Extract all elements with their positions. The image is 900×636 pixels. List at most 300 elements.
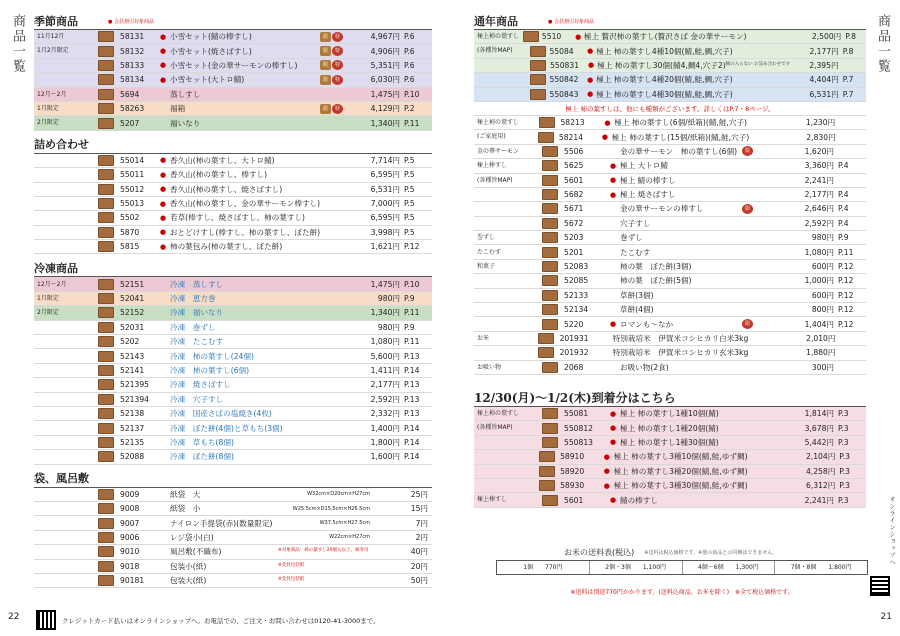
product-extra: 鯖の入らない お詰め合わせです: [725, 62, 791, 68]
product-code: 58214: [558, 132, 584, 142]
product-row[interactable]: [474, 130, 866, 144]
product-photo-icon: [542, 175, 558, 186]
product-photo-icon: [98, 118, 114, 129]
product-row[interactable]: [474, 217, 866, 231]
product-code: 58920: [560, 466, 585, 476]
row-label: 2月限定: [37, 309, 59, 317]
product-price: 1,600円: [370, 452, 400, 462]
shipping-table: [496, 546, 868, 596]
product-row[interactable]: [34, 516, 432, 530]
page-ref: P.5: [404, 184, 415, 194]
product-photo-icon: [98, 351, 114, 362]
product-row[interactable]: [474, 317, 866, 331]
product-code: 52141: [120, 366, 145, 375]
product-photo-icon: [98, 423, 114, 434]
product-code: 55084: [549, 46, 574, 56]
frozen-list: [34, 277, 432, 464]
product-code: 5601: [564, 175, 584, 185]
product-row[interactable]: [474, 407, 866, 421]
shipping-title: お米の送料表(税込): [564, 547, 635, 557]
product-price: 4,404円: [809, 75, 839, 85]
product-row[interactable]: [474, 479, 866, 493]
badge-icon: 特: [332, 104, 343, 114]
product-code: 52134: [564, 305, 589, 315]
product-row[interactable]: [34, 73, 432, 87]
product-row[interactable]: [34, 226, 432, 240]
product-name: 包装小(紙): [170, 561, 207, 571]
page-ref: P.3: [839, 452, 850, 462]
product-price: 3,678円: [804, 423, 834, 433]
product-price: 3,360円: [804, 161, 834, 171]
member-dot: ●: [609, 496, 617, 505]
badge-icon: 特: [332, 46, 343, 56]
product-row[interactable]: [474, 202, 866, 216]
product-name: 極上 柿の葉すし30個(鯖4,鯛4,穴子2): [597, 60, 726, 70]
product-row[interactable]: [34, 277, 432, 291]
shipping-sub: ※送料は税込価格です。※他の商品との同梱はできません。: [644, 549, 778, 556]
row-label: (各種旨MAP): [477, 424, 513, 432]
left-column: [34, 14, 432, 588]
product-row[interactable]: [34, 30, 432, 44]
product-row[interactable]: [34, 531, 432, 545]
product-code: 52031: [120, 322, 145, 332]
product-row[interactable]: [474, 303, 866, 317]
member-dot: ●: [603, 481, 610, 490]
product-name: 金の華サーモンの棒すし: [620, 204, 704, 214]
product-code: 9010: [120, 547, 140, 557]
page-ref: P.9: [404, 294, 415, 304]
product-name: 極上 柿の葉すし3種30個(鯖,鮭,ゆず鯛): [613, 481, 748, 491]
product-row[interactable]: [34, 183, 432, 197]
product-code: 5502: [120, 213, 140, 223]
page-ref: P.3: [838, 409, 849, 419]
qr-code-right-icon[interactable]: [870, 576, 890, 596]
product-name: 紙袋 小: [170, 504, 201, 514]
badge-icon: 限: [320, 60, 331, 70]
product-name: 紙袋 大: [170, 489, 201, 499]
product-name: 冷凍 福いなり: [170, 308, 224, 318]
product-name: 草餅(4個): [620, 305, 654, 315]
product-photo-icon: [542, 423, 558, 434]
member-dot: ●: [587, 61, 595, 70]
page-ref: P.4: [838, 204, 849, 214]
product-price: 7,000円: [370, 199, 401, 209]
product-photo-icon: [98, 489, 114, 500]
row-label: 極上柿の葉すし: [477, 119, 520, 127]
product-price: 600円: [811, 290, 834, 300]
product-photo-icon: [542, 290, 558, 301]
product-name: 冷凍 焼さばすし: [170, 380, 231, 390]
product-row[interactable]: [34, 116, 432, 130]
product-price: 980円: [811, 233, 834, 243]
product-row[interactable]: [34, 502, 432, 516]
product-price: 2,592円: [370, 394, 400, 404]
product-price: 2,592円: [804, 218, 834, 228]
member-dot: ●: [159, 61, 167, 70]
product-name: 香久山(柿の葉すし、大トロ鯖): [170, 155, 275, 165]
product-code: 52133: [564, 290, 589, 300]
product-price: 6,312円: [805, 481, 836, 491]
product-price: 6,531円: [809, 89, 839, 99]
newyear-list: [474, 407, 866, 508]
product-row[interactable]: [474, 59, 866, 73]
product-price: 20円: [410, 561, 428, 571]
product-code: 9007: [120, 518, 140, 528]
page-ref: P.10: [404, 279, 420, 289]
product-code: 58263: [120, 104, 145, 114]
product-price: 2,104円: [805, 452, 836, 462]
section-title-newyear: 12/30(月)～1/2(木)到着分はこちら: [474, 387, 866, 407]
page-ref: P.8: [845, 32, 856, 42]
product-row[interactable]: [34, 168, 432, 182]
product-photo-icon: [530, 74, 546, 85]
product-row[interactable]: [34, 321, 432, 335]
product-photo-icon: [542, 203, 558, 214]
product-price: 5,351円: [370, 60, 400, 70]
product-code: 55013: [119, 199, 145, 209]
product-photo-icon: [539, 451, 555, 462]
page-ref: P.4: [838, 161, 849, 171]
product-photo-icon: [98, 89, 114, 100]
badge-icon: 限: [742, 319, 753, 329]
product-name: 冷凍 巻ずし: [170, 322, 216, 332]
product-code: 5870: [119, 227, 140, 237]
product-name: 福箱: [170, 104, 186, 114]
product-name: 福いなり: [170, 118, 201, 128]
row-label: 極上棒すし: [477, 496, 508, 504]
right-column: [474, 14, 866, 508]
member-dot: ●: [159, 75, 167, 84]
product-name: 冷凍 蒸しすし: [170, 279, 224, 289]
product-code: 52137: [120, 423, 145, 433]
product-price: 6,030円: [370, 75, 400, 85]
bag-size: W22cm×H27cm: [329, 534, 370, 541]
row-label: 1月2月限定: [37, 47, 69, 55]
product-photo-icon: [538, 333, 554, 344]
product-name: 極上 柿の葉すし4種20個(鯖,鮭,鯛,穴子): [596, 75, 733, 85]
product-photo-icon: [542, 218, 558, 229]
page-ref: P.3: [839, 466, 850, 476]
member-dot: ●: [609, 176, 617, 185]
product-code: 550831: [550, 60, 580, 70]
product-row[interactable]: [474, 231, 866, 245]
product-photo-icon: [98, 103, 114, 114]
product-name: 蒸しすし: [170, 89, 201, 99]
product-price: 2円: [415, 532, 428, 542]
product-row[interactable]: [474, 145, 866, 159]
product-row[interactable]: [474, 159, 866, 173]
product-price: 1,411円: [370, 366, 400, 375]
product-price: 300円: [811, 362, 834, 372]
product-name: 冷凍 国産さばの塩焼き(4枚): [170, 409, 272, 419]
product-name: 極上 柿の葉すし3種10個(鯖,鮭,ゆず鯛): [613, 452, 748, 462]
product-name: 巻ずし: [620, 233, 643, 243]
product-row[interactable]: [34, 436, 432, 450]
product-row[interactable]: [34, 197, 432, 211]
member-dot: ●: [159, 156, 167, 165]
product-name: 極上 柿の葉すし1種20個(鯖): [620, 423, 719, 433]
product-name: 冷凍 ぼた餅(4個)と草もち(3個): [170, 423, 283, 433]
badge-icon: 特: [332, 32, 343, 42]
regular-notice: 極上 柿の葉すしは、他にも種類がございます。詳しくはP.7・8ページ。: [474, 102, 866, 116]
product-row[interactable]: [474, 88, 866, 102]
product-row[interactable]: [34, 240, 432, 254]
product-row[interactable]: [474, 73, 866, 87]
product-row[interactable]: [34, 102, 432, 116]
product-code: 5601: [564, 495, 584, 505]
product-code: 201931: [559, 334, 589, 343]
member-dot: ●: [159, 47, 167, 56]
qr-code-icon[interactable]: [36, 610, 56, 630]
product-photo-icon: [98, 60, 114, 71]
product-code: 52135: [120, 437, 145, 447]
product-row[interactable]: [34, 306, 432, 320]
product-photo-icon: [98, 575, 114, 586]
product-price: 4,129円: [370, 104, 400, 114]
badge-icon: 限: [320, 46, 331, 56]
product-row[interactable]: [474, 44, 866, 58]
product-photo-icon: [98, 518, 114, 529]
page-ref: P.9: [838, 233, 849, 243]
product-row[interactable]: [34, 545, 432, 559]
product-photo-icon: [542, 304, 558, 315]
product-price: 1,814円: [804, 409, 834, 419]
badge-icon: 特: [332, 60, 343, 70]
row-label: お米: [477, 334, 490, 342]
product-name: 草餅(3個): [620, 290, 654, 300]
bag-note: ※金封包装紙: [278, 562, 305, 568]
product-photo-icon: [542, 275, 558, 286]
product-row[interactable]: [474, 30, 866, 44]
product-price: 2,177円: [809, 46, 839, 56]
product-name: 極上 柿の葉すし(15個/紙箱)(鯖,鮭,穴子): [611, 132, 750, 142]
badge-icon: 限: [320, 75, 331, 85]
product-price: 1,475円: [370, 279, 400, 289]
page-ref: P.13: [404, 409, 420, 419]
shipping-cell: 2個・3個 1,100円: [590, 561, 683, 574]
product-row[interactable]: [34, 335, 432, 349]
product-photo-icon: [98, 408, 114, 419]
product-name: 極上 柿の葉すし4種30個(鯖,鮭,鯛,穴子): [596, 89, 733, 99]
row-label: 11月12月: [37, 33, 65, 41]
member-dot: ●: [604, 118, 611, 127]
product-price: 1,080円: [804, 247, 834, 257]
product-photo-icon: [542, 437, 558, 448]
product-row[interactable]: [34, 574, 432, 588]
member-dot: ●: [159, 199, 166, 208]
product-code: 58213: [560, 118, 585, 128]
product-name: 鯖の棒すし: [620, 495, 658, 505]
product-name: 金の華サーモン 柿の葉すし(6個): [620, 146, 738, 156]
product-row[interactable]: [474, 450, 866, 464]
product-name: 香久山(柿の葉すし、金の華サーモン棒すし): [169, 199, 321, 209]
product-price: 1,340円: [370, 118, 400, 128]
product-code: 521395: [120, 380, 149, 390]
product-code: 55012: [120, 184, 145, 194]
product-row[interactable]: [474, 260, 866, 274]
page-ref: P.14: [404, 452, 420, 462]
product-price: 1,404円: [804, 319, 834, 329]
product-code: 9018: [120, 561, 140, 571]
bag-note: ※対象商品：柿の葉すし20個入以上、柿寿司: [278, 548, 369, 554]
product-code: 5625: [564, 161, 584, 171]
product-name: 冷凍 恵方巻: [170, 294, 216, 304]
product-name: 冷凍 たこむす: [170, 337, 224, 347]
product-name: 極上 大トロ鯖: [620, 161, 668, 171]
product-code: 52152: [120, 308, 145, 318]
product-photo-icon: [542, 408, 558, 419]
product-row[interactable]: [474, 436, 866, 450]
product-row[interactable]: [474, 421, 866, 435]
footer: [36, 610, 380, 630]
section-title-regular: 通年商品 ● 会員割引対象商品: [474, 14, 866, 30]
product-row[interactable]: [34, 421, 432, 435]
product-price: 2,177円: [370, 380, 400, 390]
product-row[interactable]: [34, 44, 432, 58]
page-ref: P.3: [838, 423, 849, 433]
product-code: 5202: [120, 337, 140, 347]
page-ref: P.11: [838, 247, 854, 257]
page-ref: P.6: [404, 60, 415, 70]
bag-size: W25.5cm×D15.5cm×H26.5cm: [292, 505, 370, 512]
product-price: 50円: [410, 576, 428, 586]
product-name: 若草(棒すし、焼さばすし、柿の葉すし): [170, 213, 306, 223]
page-ref: P.6: [404, 46, 415, 56]
product-price: 2,177円: [804, 190, 834, 200]
product-photo-icon: [98, 227, 114, 238]
page-ref: P.5: [404, 199, 415, 209]
row-label: 1月限定: [37, 294, 59, 302]
product-photo-icon: [98, 561, 114, 572]
product-name: おとどけすし(棒すし、柿の葉すし、ぼた餅): [169, 227, 321, 237]
page-ref: P.6: [404, 75, 415, 85]
member-dot: ●: [609, 161, 617, 170]
product-price: 1,340円: [370, 308, 400, 318]
product-code: 5201: [564, 247, 584, 257]
page-ref: P.7: [842, 75, 854, 85]
product-row[interactable]: [474, 465, 866, 479]
product-photo-icon: [98, 451, 114, 462]
bag-size: W37.5cm×H27.5cm: [319, 520, 370, 527]
product-row[interactable]: [34, 88, 432, 102]
product-row[interactable]: [34, 349, 432, 363]
product-row[interactable]: [474, 274, 866, 288]
product-code: 5220: [564, 319, 584, 329]
product-code: 5672: [564, 218, 584, 228]
product-price: 1,800円: [370, 437, 400, 447]
product-price: 2,010円: [806, 334, 836, 343]
product-row[interactable]: [474, 188, 866, 202]
product-photo-icon: [98, 198, 114, 209]
product-code: 550813: [564, 437, 593, 447]
product-name: 冷凍 柿の葉すし(6個): [170, 366, 250, 375]
product-price: 1,230円: [805, 118, 836, 128]
member-dot: ●: [609, 409, 617, 418]
product-photo-icon: [98, 322, 114, 333]
product-name: 極上 柿の葉すし3種20個(鯖,鮭,ゆず鯛): [613, 466, 748, 476]
product-row[interactable]: [34, 378, 432, 392]
row-label: 極上棒すし: [477, 162, 508, 170]
product-row[interactable]: [34, 154, 432, 168]
page-ref: P.12: [838, 276, 854, 286]
side-title-right: 商品一覧: [875, 14, 890, 74]
page-ref: P.13: [404, 380, 420, 390]
page-ref: P.2: [404, 104, 415, 114]
row-label: お吸い物: [477, 363, 502, 371]
row-label: 巻ずし: [477, 234, 496, 242]
page-ref: P.5: [404, 170, 415, 180]
product-code: 55011: [120, 170, 145, 180]
online-shop-link[interactable]: オンラインショップへ: [888, 496, 895, 566]
product-photo-icon: [542, 247, 558, 258]
page-ref: P.12: [838, 290, 854, 300]
page-ref: P.12: [838, 262, 854, 272]
product-row[interactable]: [34, 393, 432, 407]
product-code: 5815: [120, 242, 140, 252]
product-row[interactable]: [474, 289, 866, 303]
product-photo-icon: [98, 336, 114, 347]
product-row[interactable]: [474, 245, 866, 259]
product-row[interactable]: [34, 560, 432, 574]
product-code: 550812: [564, 423, 593, 433]
product-name: 冷凍 柿の葉すし(24個): [170, 351, 254, 361]
page-ref: P.9: [404, 322, 415, 332]
product-photo-icon: [98, 74, 114, 85]
member-dot: ●: [587, 90, 594, 99]
page-ref: P.11: [404, 308, 420, 318]
product-photo-icon: [539, 466, 555, 477]
product-row[interactable]: [34, 488, 432, 502]
product-photo-icon: [98, 307, 114, 318]
product-row[interactable]: [34, 450, 432, 464]
product-price: 600円: [811, 262, 834, 272]
product-row[interactable]: [474, 332, 866, 346]
product-row[interactable]: [474, 361, 866, 375]
row-label: 12月～2月: [37, 280, 67, 288]
badge-icon: 限: [320, 104, 331, 114]
product-row[interactable]: [474, 116, 866, 130]
product-row[interactable]: [34, 59, 432, 73]
product-row[interactable]: [34, 292, 432, 306]
product-name: 冷凍 ぼた餅(8個): [170, 452, 234, 462]
product-code: 55014: [120, 155, 145, 165]
product-name: 小雪セット(金の華サーモンの棒すし): [170, 60, 298, 70]
product-code: 55081: [564, 409, 589, 419]
product-code: 5207: [120, 118, 140, 128]
page-ref: P.11: [404, 337, 420, 347]
product-row[interactable]: [474, 493, 866, 507]
product-photo-icon: [98, 394, 114, 405]
badge-icon: 限: [320, 32, 331, 42]
product-code: 58930: [560, 481, 585, 491]
product-photo-icon: [98, 184, 114, 195]
page-ref: P.5: [404, 227, 415, 237]
product-name: 柿の葉 ぼた餅(3個): [620, 262, 692, 272]
product-name: 柿の葉 ぼた餅(5個): [620, 276, 692, 286]
product-code: 58132: [120, 46, 145, 56]
product-name: ロマンも～なか: [620, 319, 674, 329]
product-code: 90181: [120, 576, 145, 586]
product-row[interactable]: [474, 174, 866, 188]
product-code: 58131: [120, 32, 145, 42]
product-code: 5510: [541, 32, 562, 42]
product-row[interactable]: [34, 364, 432, 378]
product-row[interactable]: [474, 346, 866, 360]
product-row[interactable]: [34, 407, 432, 421]
product-row[interactable]: [34, 211, 432, 225]
product-price: 1,620円: [804, 146, 834, 156]
product-photo-icon: [98, 365, 114, 376]
